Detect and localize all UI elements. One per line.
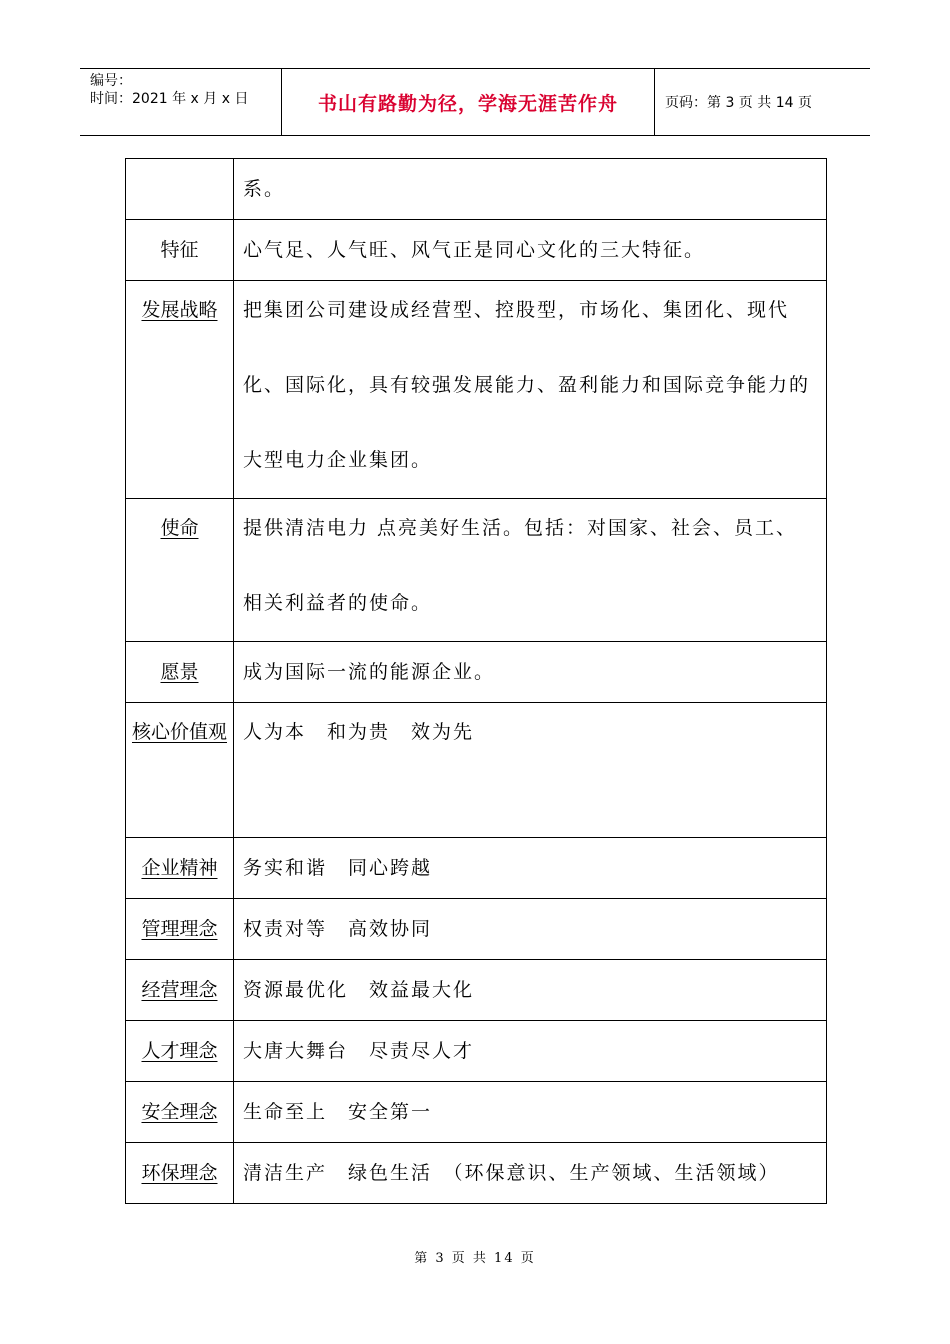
row-label-cell	[126, 220, 234, 281]
document-time-label: 时间：2021 年 x 月 x 日	[90, 91, 249, 107]
table-row	[126, 838, 827, 899]
row-label-cell	[126, 159, 234, 220]
row-content: 大唐大舞台 尽责尽人才	[243, 1040, 475, 1062]
row-content-cell	[234, 899, 827, 960]
row-content: 生命至上 安全第一	[243, 1101, 433, 1123]
row-content-cell	[234, 960, 827, 1021]
row-label: 经营理念	[141, 979, 218, 1001]
header-motto: 书山有路勤为径，学海无涯苦作舟	[282, 69, 655, 135]
culture-table	[125, 158, 827, 1204]
table-row	[126, 1082, 827, 1143]
header-page-info: 页码：第 3 页 共 14 页	[665, 95, 812, 111]
row-label: 安全理念	[141, 1101, 218, 1123]
row-content-cell	[234, 220, 827, 281]
table-row	[126, 499, 827, 642]
row-content: 成为国际一流的能源企业。	[243, 661, 496, 683]
document-number-label: 编号：	[90, 73, 132, 89]
row-content: 系。	[243, 178, 286, 200]
row-label-cell	[126, 1021, 234, 1082]
row-label-cell	[126, 281, 234, 499]
row-content-cell	[234, 1082, 827, 1143]
row-content-cell	[234, 642, 827, 703]
row-content: 把集团公司建设成经营型、控股型，市场化、集团化、现代化、国际化，具有较强发展能力、盈利能力和国际竞争能力的大型电力企业集团。	[243, 299, 811, 471]
row-content: 权责对等 高效协同	[243, 918, 433, 940]
table-row	[126, 281, 827, 499]
row-content: 心气足、人气旺、风气正是同心文化的三大特征。	[243, 239, 706, 261]
row-content: 人为本 和为贵 效为先	[243, 721, 475, 743]
row-label: 愿景	[160, 661, 199, 683]
page-header	[80, 68, 870, 136]
row-label: 人才理念	[141, 1040, 218, 1062]
row-label-cell	[126, 703, 234, 838]
row-label-cell	[126, 499, 234, 642]
table-row	[126, 960, 827, 1021]
row-label: 使命	[160, 517, 199, 539]
row-content-cell	[234, 838, 827, 899]
row-label: 管理理念	[141, 918, 218, 940]
row-content: 资源最优化 效益最大化	[243, 979, 475, 1001]
page-footer: 第 3 页 共 14 页	[414, 1251, 536, 1266]
row-label-cell	[126, 838, 234, 899]
row-label: 发展战略	[141, 299, 218, 321]
row-content: 清洁生产 绿色生活 （环保意识、生产领域、生活领域）	[243, 1162, 780, 1184]
row-content-cell	[234, 281, 827, 499]
table-row	[126, 159, 827, 220]
row-label: 核心价值观	[131, 721, 227, 743]
table-row	[126, 703, 827, 838]
table-row	[126, 220, 827, 281]
table-row	[126, 1143, 827, 1204]
row-content-cell	[234, 703, 827, 838]
row-content-cell	[234, 1021, 827, 1082]
row-content-cell	[234, 499, 827, 642]
row-label: 特征	[160, 239, 199, 261]
table-row	[126, 642, 827, 703]
header-meta	[80, 69, 282, 135]
row-content: 提供清洁电力 点亮美好生活。包括：对国家、社会、员工、相关利益者的使命。	[243, 517, 798, 614]
row-label-cell	[126, 899, 234, 960]
row-label: 企业精神	[141, 857, 218, 879]
table-row	[126, 899, 827, 960]
table-row	[126, 1021, 827, 1082]
row-content: 务实和谐 同心跨越	[243, 857, 433, 879]
row-label: 环保理念	[141, 1162, 218, 1184]
row-content-cell	[234, 159, 827, 220]
row-label-cell	[126, 960, 234, 1021]
row-label-cell	[126, 1082, 234, 1143]
row-label-cell	[126, 1143, 234, 1204]
row-label-cell	[126, 642, 234, 703]
row-content-cell	[234, 1143, 827, 1204]
